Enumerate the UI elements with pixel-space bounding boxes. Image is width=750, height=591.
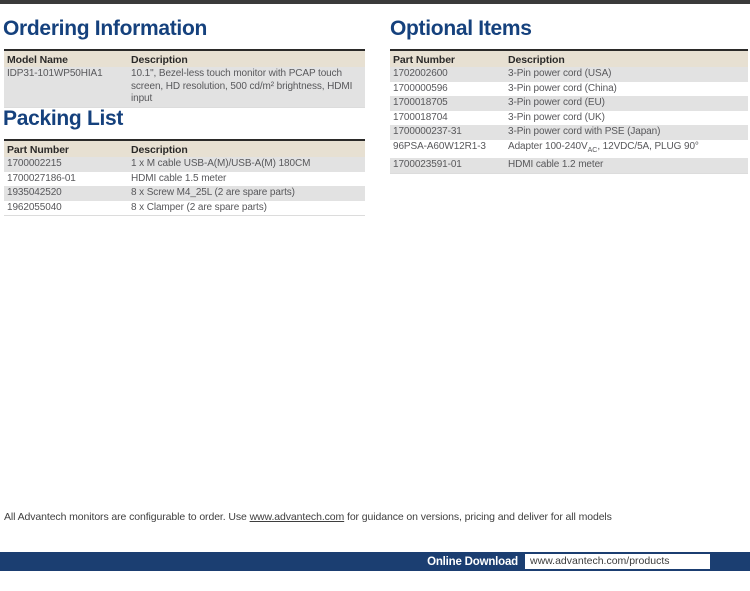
part-number-cell: 1700002215: [7, 158, 62, 169]
table-row: [4, 172, 365, 187]
column-header-description: Description: [128, 50, 365, 67]
column-header-part-number: Part Number: [4, 140, 128, 157]
online-download-bar: [0, 552, 750, 571]
part-number-cell: 1702002600: [393, 68, 448, 79]
optional-items-table: [390, 49, 748, 174]
part-number-cell: 1700027186-01: [7, 172, 76, 184]
footer-note-text: All Advantech monitors are configurable to order. Use: [4, 511, 250, 523]
part-number-cell: 1700000596: [393, 82, 448, 94]
column-header-description: Description: [128, 140, 365, 157]
table-row: [4, 201, 365, 216]
description-cell: HDMI cable 1.5 meter: [131, 172, 227, 184]
subscript-ac: AC: [587, 146, 598, 154]
table-row: [390, 111, 748, 126]
description-cell: 1 x M cable USB-A(M)/USB-A(M) 180CM: [131, 158, 311, 169]
page-top-rule: [0, 0, 750, 4]
ordering-information-table: [4, 49, 365, 108]
model-name-cell: IDP31-101WP50HIA1: [7, 68, 103, 79]
part-number-cell: 1935042520: [7, 187, 62, 198]
online-download-label: Online Download: [427, 555, 518, 568]
column-header-model-name: Model Name: [4, 50, 128, 67]
footer-note-text: for guidance on versions, pricing and deliver for all models: [344, 511, 612, 523]
table-row: [390, 140, 748, 159]
description-cell: 3-Pin power cord (EU): [508, 97, 605, 108]
description-text: Adapter 100-240V: [508, 140, 588, 152]
section-title-packing-list: Packing List: [3, 107, 124, 130]
description-cell: 3-Pin power cord (USA): [508, 68, 612, 79]
table-header-row: [4, 50, 365, 67]
description-cell: 3-Pin power cord (China): [508, 82, 617, 94]
part-number-cell: 1700000237-31: [393, 126, 462, 137]
table-row: [390, 158, 748, 173]
table-header-row: [390, 50, 748, 67]
description-cell: 8 x Clamper (2 are spare parts): [131, 201, 267, 213]
description-cell: [505, 140, 748, 159]
column-header-description: Description: [505, 50, 748, 67]
table-row: [4, 157, 365, 172]
description-cell: 10.1", Bezel-less touch monitor with PCAP touch screen, HD resolution, 500 cd/m² brightness, HDMI input: [131, 68, 353, 104]
part-number-cell: 1700023591-01: [393, 159, 462, 170]
table-row: [4, 67, 365, 107]
download-url-box[interactable]: www.advantech.com/products: [525, 554, 710, 569]
table-row: [390, 67, 748, 82]
part-number-cell: 96PSA-A60W12R1-3: [393, 140, 486, 152]
advantech-link[interactable]: www.advantech.com: [249, 511, 345, 523]
section-title-optional-items: Optional Items: [390, 17, 532, 40]
table-row: [390, 82, 748, 97]
description-cell: 3-Pin power cord (UK): [508, 111, 605, 123]
table-header-row: [4, 140, 365, 157]
footer-note: [4, 511, 746, 523]
description-text: , 12VDC/5A, PLUG 90°: [597, 140, 699, 152]
description-cell: 8 x Screw M4_25L (2 are spare parts): [131, 187, 295, 198]
description-cell: 3-Pin power cord with PSE (Japan): [508, 126, 661, 137]
column-header-part-number: Part Number: [390, 50, 505, 67]
part-number-cell: 1700018705: [393, 97, 448, 108]
part-number-cell: 1962055040: [7, 201, 62, 213]
section-title-ordering-information: Ordering Information: [3, 17, 208, 40]
description-cell: HDMI cable 1.2 meter: [508, 159, 604, 170]
packing-list-table: [4, 139, 365, 216]
table-row: [4, 186, 365, 201]
table-row: [390, 125, 748, 140]
part-number-cell: 1700018704: [393, 111, 448, 123]
table-row: [390, 96, 748, 111]
